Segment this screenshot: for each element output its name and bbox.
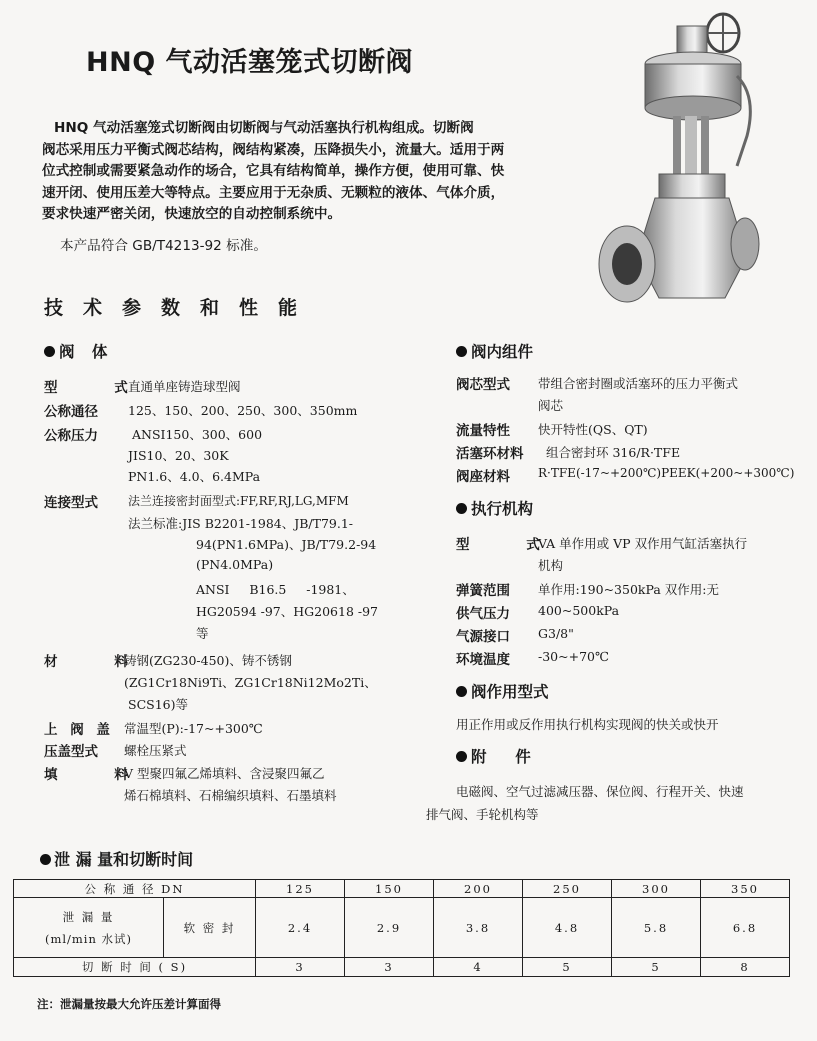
table-cell-size: 250 bbox=[523, 880, 612, 898]
label-connection: 连接型式 bbox=[44, 495, 98, 511]
value-connection: 等 bbox=[196, 626, 209, 641]
standard-text: 本产品符合 GB/T4213-92 标准。 bbox=[60, 238, 267, 254]
page-title: HNQ 气动活塞笼式切断阀 bbox=[86, 47, 414, 78]
table-cell-size: 350 bbox=[701, 880, 790, 898]
value-bonnet: 常温型(P):-17~+300℃ bbox=[124, 721, 263, 736]
table-cell-leak: 2.4 bbox=[256, 898, 345, 958]
value-seat: R·TFE(-17~+200℃)PEEK(+200~+300℃) bbox=[538, 466, 795, 480]
valve-illustration bbox=[597, 6, 767, 318]
table-cell-leak: 5.8 bbox=[612, 898, 701, 958]
value-accessories: 电磁阀、空气过滤减压器、保位阀、行程开关、快速 bbox=[456, 784, 744, 799]
value-pn: PN1.6、4.0、6.4MPa bbox=[128, 469, 261, 484]
label-flow: 流量特性 bbox=[456, 423, 510, 439]
section-heading-accessories bbox=[456, 745, 537, 767]
table-cell-leak: 3.8 bbox=[434, 898, 523, 958]
section-heading-trim bbox=[456, 340, 533, 362]
label-pn: 公称压力 bbox=[44, 428, 98, 444]
table-cell-size: 300 bbox=[612, 880, 701, 898]
value-connection: 94(PN1.6MPa)、JB/T79.2-94 bbox=[196, 537, 377, 552]
table-cell-leak: 6.8 bbox=[701, 898, 790, 958]
table-cell-time: 8 bbox=[701, 958, 790, 977]
section-heading-text: 阀内组件 bbox=[471, 343, 534, 361]
value-connection: ANSI B16.5 -1981、 bbox=[196, 582, 355, 597]
label-dn: 公称通径 bbox=[44, 404, 98, 420]
value-packing: V 型聚四氟乙烯填料、含浸聚四氟乙 bbox=[124, 766, 325, 781]
value-connection: 法兰标准:JIS B2201-1984、JB/T79.1- bbox=[128, 516, 354, 531]
label-port: 气源接口 bbox=[456, 629, 510, 645]
table-cell-time: 5 bbox=[523, 958, 612, 977]
label-material: 材 料 bbox=[44, 654, 154, 670]
label-env: 环境温度 bbox=[456, 652, 510, 668]
leak-label-line: (ml/min 水试) bbox=[44, 931, 133, 946]
label-core: 阀芯型式 bbox=[456, 377, 510, 393]
table-cell-size: 125 bbox=[256, 880, 345, 898]
value-connection: 法兰连接密封面型式:FF,RF,RJ,LG,MFM bbox=[128, 494, 349, 508]
section-heading-body bbox=[44, 340, 113, 362]
label-gland: 压盖型式 bbox=[44, 744, 98, 760]
value-supply: 400~500kPa bbox=[538, 603, 620, 618]
bullet-icon bbox=[456, 686, 467, 697]
table-row bbox=[14, 898, 790, 958]
value-ring: 组合密封环 316/R·TFE bbox=[546, 445, 681, 460]
section-heading-text: 执行机构 bbox=[471, 500, 534, 518]
table-row bbox=[14, 880, 790, 898]
value-port: G3/8" bbox=[538, 626, 574, 641]
label-bonnet: 上 阀 盖 bbox=[44, 722, 114, 738]
leakage-table bbox=[13, 879, 790, 977]
section-heading-action bbox=[456, 680, 549, 702]
value-actuator-type: VA 单作用或 VP 双作用气缸活塞执行 bbox=[538, 536, 748, 551]
intro-line: HNQ 气动活塞笼式切断阀由切断阀与气动活塞执行机构组成。切断阀 bbox=[54, 120, 474, 136]
label-actuator-type: 型 式 bbox=[456, 537, 566, 553]
value-action: 用正作用或反作用执行机构实现阀的快关或快开 bbox=[456, 717, 719, 732]
leak-label-line: 泄 漏 量 bbox=[62, 909, 115, 924]
value-pn: ANSI150、300、600 bbox=[132, 427, 263, 442]
value-packing: 烯石棉填料、石棉编织填料、石墨填料 bbox=[124, 788, 337, 803]
value-flow: 快开特性(QS、QT) bbox=[538, 422, 648, 437]
value-dn: 125、150、200、250、300、350mm bbox=[128, 403, 358, 418]
table-cell-time: 5 bbox=[612, 958, 701, 977]
tech-heading: 技术参数和性能 bbox=[44, 297, 318, 319]
section-heading-text: 阀作用型式 bbox=[471, 683, 549, 701]
label-spring: 弹簧范围 bbox=[456, 583, 510, 599]
table-row bbox=[14, 958, 790, 977]
table-cell-size: 150 bbox=[345, 880, 434, 898]
intro-line: 速开闭、使用压差大等特点。主要应用于无杂质、无颗粒的液体、气体介质， bbox=[42, 184, 505, 201]
value-accessories: 排气阀、手轮机构等 bbox=[426, 807, 539, 822]
bullet-icon bbox=[456, 346, 467, 357]
section-heading-leakage bbox=[40, 847, 193, 870]
label-packing: 填 料 bbox=[44, 767, 154, 783]
bullet-icon bbox=[456, 751, 467, 762]
table-cell-seal: 软 密 封 bbox=[164, 898, 256, 958]
footnote: 注：泄漏量按最大允许压差计算面得 bbox=[37, 997, 221, 1011]
value-spring: 单作用:190~350kPa 双作用:无 bbox=[538, 582, 719, 597]
section-heading-text: 泄 漏 量和切断时间 bbox=[54, 850, 194, 869]
table-cell-leak-label bbox=[14, 898, 164, 958]
intro-line: 要求快速严密关闭，快速放空的自动控制系统中。 bbox=[42, 206, 342, 222]
table-cell-time: 3 bbox=[345, 958, 434, 977]
intro-paragraph bbox=[42, 118, 552, 226]
label-supply: 供气压力 bbox=[456, 606, 510, 622]
table-cell-time-label: 切 断 时 间 ( S) bbox=[14, 958, 256, 977]
value-material: 铸钢(ZG230-450)、铸不锈钢 bbox=[124, 653, 292, 668]
label-seat: 阀座材料 bbox=[456, 469, 510, 485]
label-type: 型 式 bbox=[44, 380, 154, 396]
table-cell-size: 200 bbox=[434, 880, 523, 898]
label-ring: 活塞环材料 bbox=[456, 446, 524, 462]
bullet-icon bbox=[456, 503, 467, 514]
value-actuator-type: 机构 bbox=[538, 558, 564, 573]
value-type: 直通单座铸造球型阀 bbox=[128, 379, 241, 394]
value-core: 带组合密封圈或活塞环的压力平衡式 bbox=[538, 376, 739, 391]
section-heading-text: 阀 体 bbox=[59, 343, 114, 361]
value-core: 阀芯 bbox=[538, 398, 564, 413]
table-cell-time: 3 bbox=[256, 958, 345, 977]
table-cell-time: 4 bbox=[434, 958, 523, 977]
value-connection: (PN4.0MPa) bbox=[196, 557, 274, 572]
intro-line: 位式控制或需要紧急动作的场合，它具有结构简单，操作方便，使用可靠、快 bbox=[42, 163, 505, 179]
section-heading-actuator bbox=[456, 497, 533, 519]
section-heading-text: 附 件 bbox=[471, 748, 537, 766]
bullet-icon bbox=[40, 854, 51, 865]
value-env: -30~+70℃ bbox=[538, 649, 609, 664]
value-gland: 螺栓压紧式 bbox=[124, 743, 187, 758]
value-connection: HG20594 -97、HG20618 -97 bbox=[196, 604, 379, 619]
table-cell-leak: 2.9 bbox=[345, 898, 434, 958]
bullet-icon bbox=[44, 346, 55, 357]
value-material: SCS16)等 bbox=[128, 697, 188, 712]
value-material: (ZG1Cr18Ni9Ti、ZG1Cr18Ni12Mo2Ti、 bbox=[124, 675, 377, 690]
intro-line: 阀芯采用压力平衡式阀芯结构，阀结构紧凑，压降损失小，流量大。适用于两 bbox=[42, 141, 505, 158]
table-header-dn: 公 称 通 径 DN bbox=[14, 880, 256, 898]
table-cell-leak: 4.8 bbox=[523, 898, 612, 958]
value-pn: JIS10、20、30K bbox=[128, 448, 229, 463]
